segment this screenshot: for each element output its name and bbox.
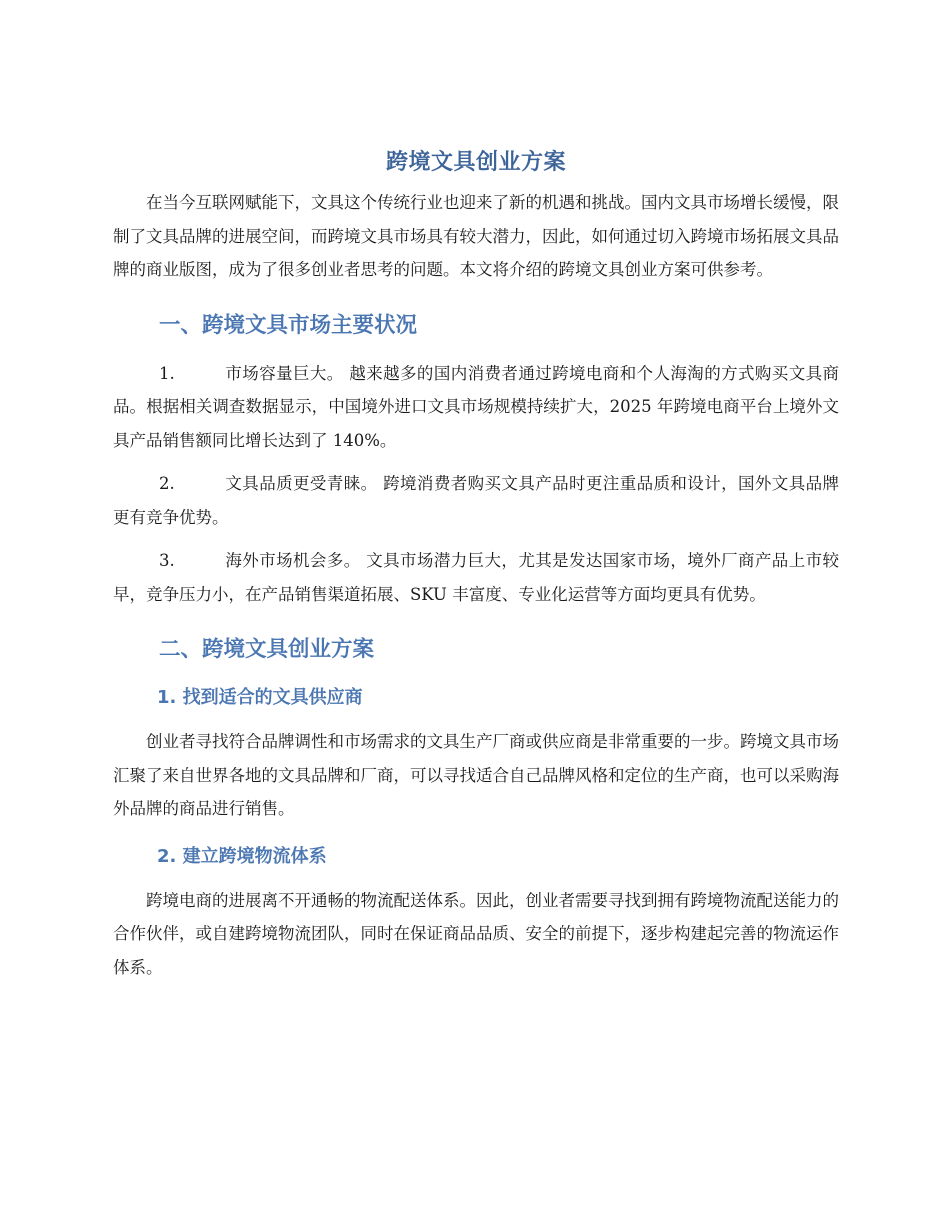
document-title: 跨境文具创业方案 (385, 150, 566, 175)
document-body (113, 146, 839, 984)
section-2-heading: 二、跨境文具创业方案 (159, 637, 375, 662)
list-item-number: 1. (159, 363, 175, 383)
subsection-1-heading: 1. 找到适合的文具供应商 (157, 687, 363, 708)
list-item-text: 文具品质更受青睐。 跨境消费者购买文具产品时更注重品质和设计，国外文具品牌更有竞争优势。 (113, 474, 839, 527)
subsection-2-paragraph: 跨境电商的进展离不开通畅的物流配送体系。因此，创业者需要寻找到拥有跨境物流配送能力的合作伙伴，或自建跨境物流团队，同时在保证商品品质、安全的前提下，逐步构建起完善的物流运作体系。 (113, 890, 839, 977)
subsection-2-heading: 2. 建立跨境物流体系 (157, 845, 327, 867)
list-item-text: 海外市场机会多。 文具市场潜力巨大，尤其是发达国家市场，境外厂商产品上市较早，竞争压力小，在产品销售渠道拓展、SKU 丰富度、专业化运营等方面均更具有优势。 (113, 551, 839, 604)
list-item (113, 467, 839, 534)
section-1-list (113, 357, 839, 612)
list-item (113, 544, 839, 611)
list-item (113, 357, 839, 458)
intro-paragraph: 在当今互联网赋能下，文具这个传统行业也迎来了新的机遇和挑战。国内文具市场增长缓慢，限制了文具品牌的进展空间，而跨境文具市场具有较大潜力，因此，如何通过切入跨境市场拓展文具品牌的商业版图，成为了很多创业者思考的问题。本文将介绍的跨境文具创业方案可供参考。 (113, 193, 839, 279)
list-item-number: 3. (159, 551, 175, 570)
list-item-number: 2. (159, 474, 175, 493)
section-1-heading: 一、跨境文具市场主要状况 (159, 312, 418, 338)
list-item-text: 市场容量巨大。 越来越多的国内消费者通过跨境电商和个人海淘的方式购买文具商品。根据相关调查数据显示，中国境外进口文具市场规模持续扩大，2025 年跨境电商平台上境外文具产品销售额同比增长达到了 140%。 (113, 363, 839, 450)
subsection-1-paragraph: 创业者寻找符合品牌调性和市场需求的文具生产厂商或供应商是非常重要的一步。跨境文具市场汇聚了来自世界各地的文具品牌和厂商，可以寻找适合自己品牌风格和定位的生产商，也可以采购海外品牌的商品进行销售。 (113, 732, 839, 818)
